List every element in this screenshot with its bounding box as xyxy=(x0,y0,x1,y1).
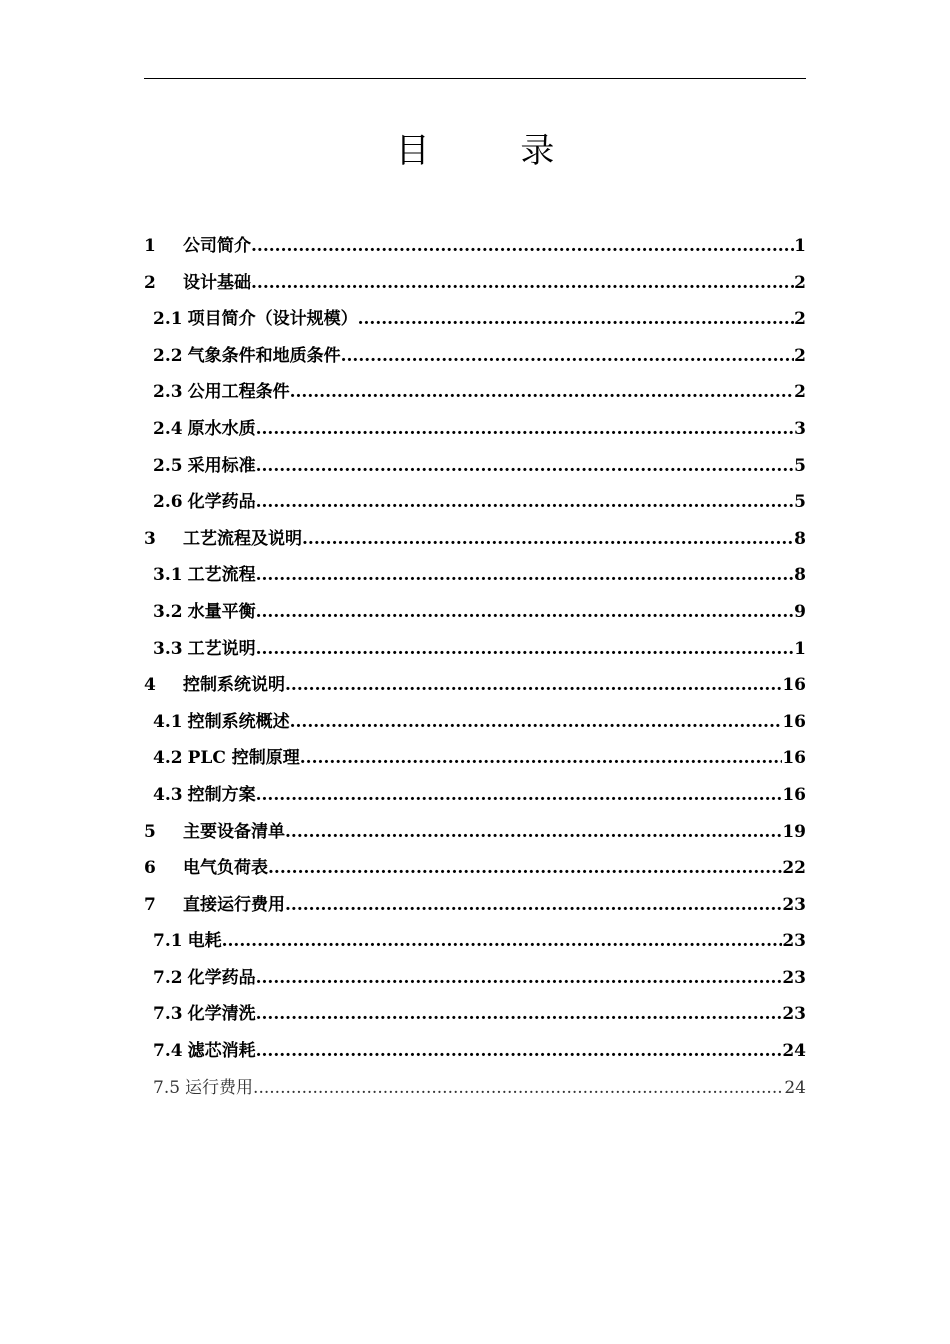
toc-dot-leader xyxy=(285,814,782,850)
toc-entry-number: 2.2 xyxy=(153,345,183,366)
toc-entry-number: 7.1 xyxy=(153,931,183,952)
toc-dot-leader xyxy=(290,704,783,740)
toc-entry-title: 电耗 xyxy=(187,931,222,952)
toc-dot-leader xyxy=(251,228,794,264)
toc-entry-page: 1 xyxy=(794,638,806,659)
toc-entry-page: 2 xyxy=(794,272,806,293)
toc-entry-number: 7.2 xyxy=(153,967,183,988)
toc-entry-page: 23 xyxy=(782,967,806,988)
toc-entry[interactable] xyxy=(144,777,806,814)
toc-dot-leader xyxy=(253,1070,784,1106)
toc-entry-page: 3 xyxy=(794,418,806,439)
toc-entry-number: 2.1 xyxy=(153,309,183,330)
toc-entry[interactable] xyxy=(144,338,806,375)
toc-entry-title: 公用工程条件 xyxy=(187,382,290,403)
table-of-contents xyxy=(144,228,806,1106)
toc-entry-page: 2 xyxy=(794,382,806,403)
toc-entry-page: 16 xyxy=(782,748,806,769)
toc-entry[interactable] xyxy=(144,814,806,851)
toc-entry-title: 气象条件和地质条件 xyxy=(187,345,341,366)
toc-entry-number: 1 xyxy=(144,236,156,256)
toc-entry-page: 1 xyxy=(794,236,806,256)
toc-entry-page: 16 xyxy=(782,784,806,805)
toc-entry-number: 7.5 xyxy=(153,1077,181,1098)
header-rule xyxy=(144,78,806,79)
toc-entry[interactable] xyxy=(144,557,806,594)
toc-entry-page: 2 xyxy=(794,309,806,330)
toc-entry[interactable] xyxy=(144,667,806,704)
toc-entry-title: 原水水质 xyxy=(187,418,256,439)
toc-entry[interactable] xyxy=(144,1070,806,1107)
toc-entry-number: 2.6 xyxy=(153,492,183,513)
toc-entry[interactable] xyxy=(144,740,806,777)
toc-entry[interactable] xyxy=(144,850,806,887)
toc-entry-number: 4.1 xyxy=(153,711,183,732)
toc-entry[interactable] xyxy=(144,996,806,1033)
toc-entry-page: 9 xyxy=(794,601,806,622)
toc-entry-title: 化学清洗 xyxy=(187,1004,256,1025)
toc-entry-page: 5 xyxy=(794,455,806,476)
toc-dot-leader xyxy=(341,338,795,374)
toc-entry[interactable] xyxy=(144,521,806,558)
toc-entry[interactable] xyxy=(144,484,806,521)
toc-entry-number: 4.3 xyxy=(153,784,183,805)
toc-entry-page: 23 xyxy=(782,931,806,952)
toc-entry-title: 化学药品 xyxy=(187,967,256,988)
toc-entry-title: 运行费用 xyxy=(185,1077,254,1098)
toc-entry-page: 23 xyxy=(782,1004,806,1025)
toc-entry-title: PLC 控制原理 xyxy=(187,748,300,769)
toc-dot-leader xyxy=(290,374,795,410)
toc-entry-title: 采用标准 xyxy=(187,455,256,476)
toc-dot-leader xyxy=(300,740,783,776)
toc-dot-leader xyxy=(251,265,794,301)
toc-entry-title: 控制系统概述 xyxy=(187,711,290,732)
toc-entry-number: 4 xyxy=(144,675,156,696)
toc-entry[interactable] xyxy=(144,923,806,960)
toc-entry-title: 公司简介 xyxy=(183,236,251,256)
toc-entry-title: 控制方案 xyxy=(187,784,256,805)
toc-entry-page: 8 xyxy=(794,565,806,586)
toc-entry-title: 滤芯消耗 xyxy=(187,1041,256,1062)
toc-entry[interactable] xyxy=(144,704,806,741)
toc-entry[interactable] xyxy=(144,594,806,631)
toc-dot-leader xyxy=(285,887,782,923)
toc-dot-leader xyxy=(358,301,795,337)
toc-dot-leader xyxy=(285,667,782,703)
toc-entry-number: 3.3 xyxy=(153,638,183,659)
toc-dot-leader xyxy=(256,631,795,667)
toc-entry[interactable] xyxy=(144,301,806,338)
toc-entry-page: 19 xyxy=(782,821,806,842)
toc-entry-title: 工艺流程及说明 xyxy=(183,528,302,549)
toc-entry-title: 工艺流程 xyxy=(187,565,256,586)
toc-entry-page: 23 xyxy=(782,894,806,915)
toc-entry-page: 16 xyxy=(782,675,806,696)
toc-entry-number: 4.2 xyxy=(153,748,183,769)
toc-entry-page: 22 xyxy=(782,858,806,879)
toc-title: 目 录 xyxy=(395,131,595,171)
toc-entry-number: 7.4 xyxy=(153,1041,183,1062)
toc-dot-leader xyxy=(302,521,794,557)
toc-entry[interactable] xyxy=(144,411,806,448)
toc-entry-number: 3.1 xyxy=(153,565,183,586)
toc-dot-leader xyxy=(256,484,795,520)
toc-dot-leader xyxy=(256,777,783,813)
toc-entry-title: 设计基础 xyxy=(183,272,251,293)
toc-dot-leader xyxy=(256,594,795,630)
toc-entry-number: 2.3 xyxy=(153,382,183,403)
toc-entry[interactable] xyxy=(144,265,806,302)
toc-entry-number: 2.4 xyxy=(153,418,183,439)
toc-entry-number: 6 xyxy=(144,858,156,879)
toc-entry-title: 化学药品 xyxy=(187,492,256,513)
toc-entry-number: 7 xyxy=(144,894,156,915)
toc-entry[interactable] xyxy=(144,448,806,485)
toc-entry-page: 24 xyxy=(784,1077,806,1098)
toc-entry-title: 控制系统说明 xyxy=(183,675,285,696)
toc-entry[interactable] xyxy=(144,631,806,668)
toc-entry-number: 5 xyxy=(144,821,156,842)
toc-entry-title: 主要设备清单 xyxy=(183,821,285,842)
toc-dot-leader xyxy=(256,996,783,1032)
toc-entry-number: 2.5 xyxy=(153,455,183,476)
toc-dot-leader xyxy=(222,923,783,959)
toc-entry-page: 24 xyxy=(782,1041,806,1062)
toc-entry[interactable] xyxy=(144,887,806,924)
toc-entry-page: 5 xyxy=(794,492,806,513)
toc-entry-page: 16 xyxy=(782,711,806,732)
toc-entry-page: 8 xyxy=(794,528,806,549)
toc-entry-title: 电气负荷表 xyxy=(183,858,268,879)
toc-entry-number: 2 xyxy=(144,272,156,293)
toc-dot-leader xyxy=(256,960,783,996)
toc-dot-leader xyxy=(256,448,795,484)
toc-dot-leader xyxy=(268,850,782,886)
toc-entry-number: 7.3 xyxy=(153,1004,183,1025)
toc-entry-number: 3.2 xyxy=(153,601,183,622)
toc-entry[interactable] xyxy=(144,228,806,265)
toc-entry[interactable] xyxy=(144,1033,806,1070)
toc-entry[interactable] xyxy=(144,374,806,411)
toc-entry-title: 直接运行费用 xyxy=(183,894,285,915)
toc-dot-leader xyxy=(256,1033,783,1069)
toc-dot-leader xyxy=(256,557,795,593)
toc-entry-number: 3 xyxy=(144,528,156,549)
toc-entry-page: 2 xyxy=(794,345,806,366)
toc-entry[interactable] xyxy=(144,960,806,997)
toc-dot-leader xyxy=(256,411,795,447)
toc-entry-title: 水量平衡 xyxy=(187,601,256,622)
toc-entry-title: 项目简介（设计规模） xyxy=(187,309,358,330)
toc-entry-title: 工艺说明 xyxy=(187,638,256,659)
